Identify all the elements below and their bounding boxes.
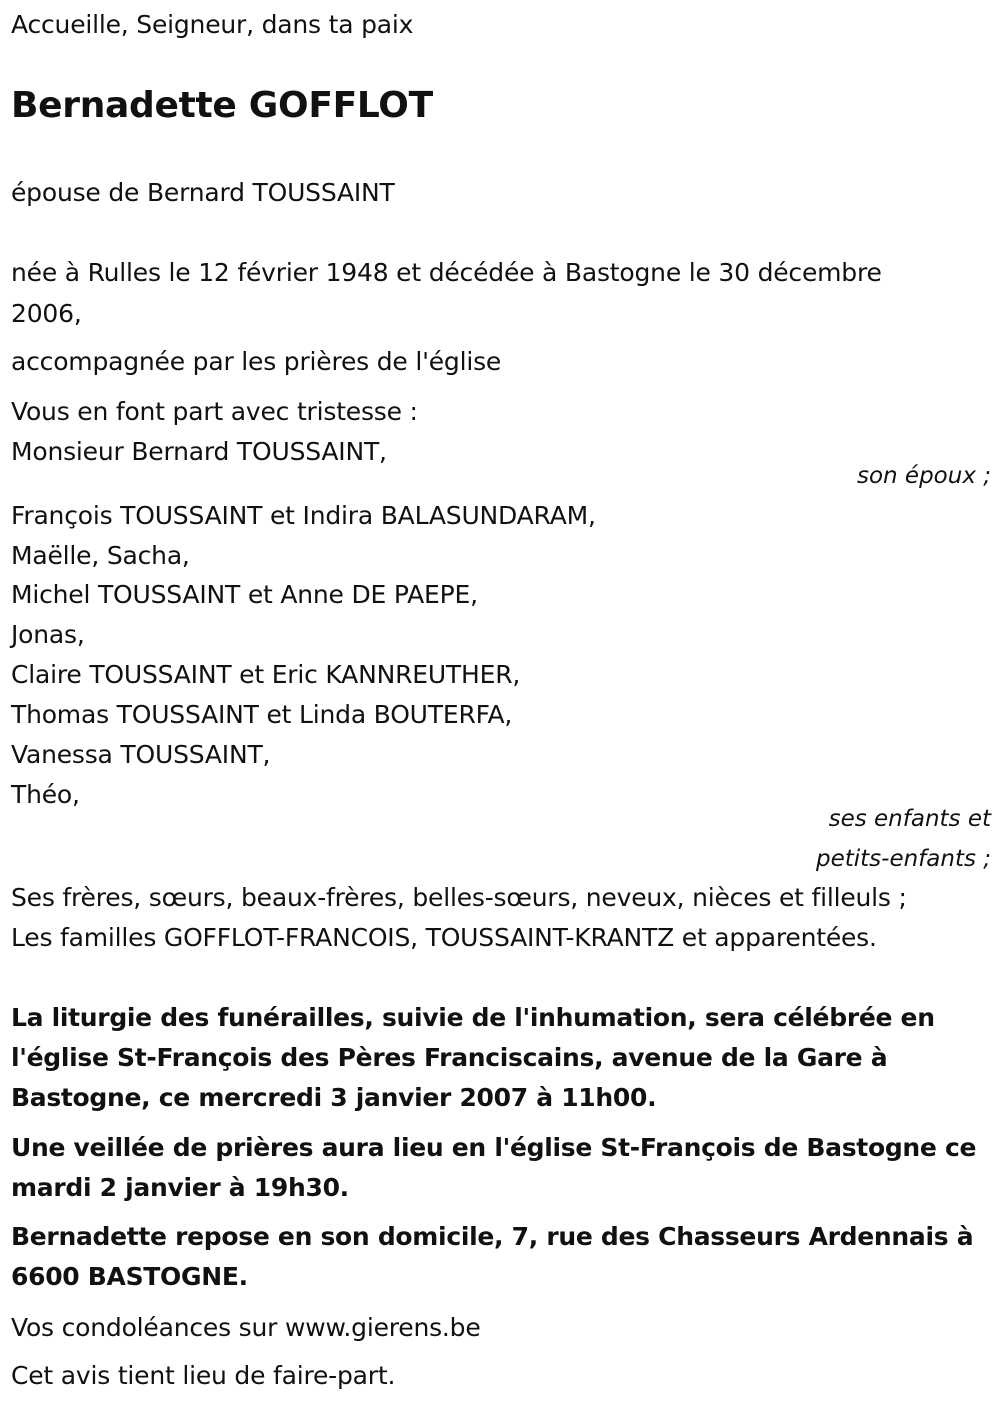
notice-line: Cet avis tient lieu de faire-part. <box>11 1361 396 1390</box>
birth-death-line-2: 2006, <box>11 299 82 328</box>
spouse-role: son époux ; <box>856 463 991 489</box>
prayers-line: accompagnée par les prières de l'église <box>11 347 502 376</box>
vigil-line-2: mardi 2 janvier à 19h30. <box>11 1173 349 1202</box>
liturgy-line-1: La liturgie des funérailles, suivie de l'inhumation, sera célébrée en <box>11 1003 935 1032</box>
children-line: Maëlle, Sacha, <box>11 541 190 570</box>
children-line: Michel TOUSSAINT et Anne DE PAEPE, <box>11 580 478 609</box>
children-line: Jonas, <box>11 620 85 649</box>
liturgy-line-2: l'église St-François des Pères Franciscains, avenue de la Gare à <box>11 1043 888 1072</box>
children-line: Théo, <box>11 780 80 809</box>
siblings-line: Ses frères, sœurs, beaux-frères, belles-sœurs, neveux, nièces et filleuls ; <box>11 883 907 912</box>
spouse-line: épouse de Bernard TOUSSAINT <box>11 178 395 207</box>
birth-death-line-1: née à Rulles le 12 février 1948 et décédée à Bastogne le 30 décembre <box>11 258 882 287</box>
rest-line-1: Bernadette repose en son domicile, 7, rue des Chasseurs Ardennais à <box>11 1222 974 1251</box>
children-role-line-1: ses enfants et <box>828 806 991 832</box>
spouse-name: Monsieur Bernard TOUSSAINT, <box>11 437 387 466</box>
rest-line-2: 6600 BASTOGNE. <box>11 1262 248 1291</box>
children-line: Vanessa TOUSSAINT, <box>11 740 271 769</box>
families-line: Les familles GOFFLOT-FRANCOIS, TOUSSAINT-KRANTZ et apparentées. <box>11 923 877 952</box>
children-role-line-2: petits-enfants ; <box>815 846 991 872</box>
vigil-line-1: Une veillée de prières aura lieu en l'église St-François de Bastogne ce <box>11 1133 977 1162</box>
condolences-line: Vos condoléances sur www.gierens.be <box>11 1313 481 1342</box>
liturgy-line-3: Bastogne, ce mercredi 3 janvier 2007 à 11h00. <box>11 1083 657 1112</box>
deceased-name: Bernadette GOFFLOT <box>11 85 433 126</box>
children-line: Claire TOUSSAINT et Eric KANNREUTHER, <box>11 660 521 689</box>
children-line: Thomas TOUSSAINT et Linda BOUTERFA, <box>11 700 513 729</box>
children-line: François TOUSSAINT et Indira BALASUNDARAM, <box>11 501 596 530</box>
announcement-intro: Vous en font part avec tristesse : <box>11 397 418 426</box>
greeting-text: Accueille, Seigneur, dans ta paix <box>11 10 414 39</box>
